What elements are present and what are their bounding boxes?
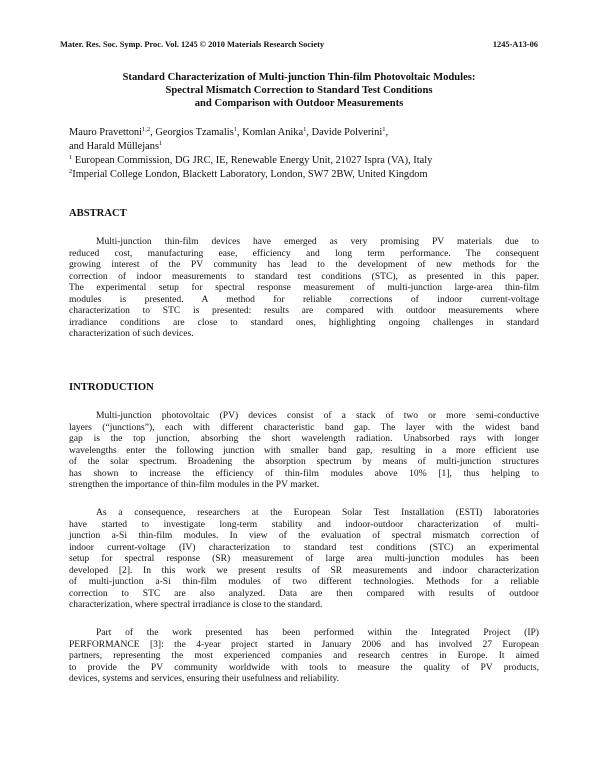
text-line: strengthen the importance of thin-film modules in the PV market. bbox=[69, 479, 320, 490]
affiliation-mark: 2 bbox=[69, 168, 73, 175]
text-line: to provide the PV community worldwide with tools to measure the quality of PV products, bbox=[69, 661, 539, 673]
title-line: Spectral Mismatch Correction to Standard Test Conditions bbox=[165, 85, 433, 96]
author-name: Georgios Tzamalis bbox=[155, 127, 234, 138]
author-affiliation-mark: 1 bbox=[382, 126, 386, 133]
affiliation-mark: 1 bbox=[69, 154, 73, 161]
text-line: gap is the top junction, absorbing the short wavelength radiation. Unabsorbed rays with longer bbox=[69, 433, 539, 444]
text-line: indoor current-voltage (IV) characterization to standard test conditions (STC) an experimental bbox=[69, 541, 539, 553]
author-name: and Harald Müllejans bbox=[69, 141, 160, 152]
author-block bbox=[69, 126, 539, 182]
text-line: devices, systems and services, ensuring their usefulness and reliability. bbox=[69, 673, 340, 684]
text-line: developed [2]. In this work we present results of SR measurements and indoor characterization bbox=[69, 564, 539, 576]
author-affiliation-mark: 1,2 bbox=[142, 126, 151, 133]
text-line: characterization of such devices. bbox=[69, 328, 194, 339]
text-line: junction a-Si thin-film modules. In view of the evaluation of spectral mismatch correction of bbox=[69, 530, 539, 541]
paper-id: 1245-A13-06 bbox=[492, 40, 538, 49]
affiliation-2 bbox=[69, 168, 539, 182]
text-line: has shown to increase the efficiency of thin-film modules above 10% [1], thus helping to bbox=[69, 467, 539, 479]
text-line: of the solar spectrum. Broadening the absorption spectrum by means of multi-junction structures bbox=[69, 456, 539, 467]
text-line: correction of indoor measurements to standard test conditions (STC), as presented in this paper. bbox=[69, 270, 539, 282]
text-line: irradiance conditions are close to standard ones, highlighting ongoing challenges in standard bbox=[69, 316, 539, 328]
abstract-heading: ABSTRACT bbox=[69, 208, 127, 219]
author-name: Davide Polverini bbox=[311, 127, 383, 138]
text-line: of multi-junction a-Si thin-film modules of two different technologies. Methods for a reliable bbox=[69, 576, 539, 587]
journal-citation: Mater. Res. Soc. Symp. Proc. Vol. 1245 © 2010 Materials Research Society bbox=[60, 40, 325, 49]
text-line: Multi-junction photovoltaic (PV) devices consist of a stack of two or more semi-conductive bbox=[96, 410, 539, 421]
text-line: The experimental setup for spectral response measurement of multi-junction large-area thin-film bbox=[69, 282, 539, 293]
intro-paragraph-2 bbox=[69, 507, 539, 611]
title-line: and Comparison with Outdoor Measurements bbox=[194, 98, 404, 109]
text-line: setup for spectral response (SR) measurement of large area multi-junction modules has been bbox=[69, 553, 539, 564]
text-line: modules is presented. A method for reliable corrections of indoor current-voltage bbox=[69, 293, 539, 305]
text-line: characterization, where spectral irradiance is close to the standard. bbox=[69, 599, 323, 610]
affiliation-1 bbox=[69, 154, 539, 168]
author-name: Mauro Pravettoni bbox=[69, 127, 143, 138]
text-line: have started to investigate long-term stability and indoor-outdoor characterization of multi- bbox=[69, 518, 539, 530]
introduction-heading: INTRODUCTION bbox=[69, 382, 154, 393]
title-line: Standard Characterization of Multi-junction Thin-film Photovoltaic Modules: bbox=[122, 72, 476, 83]
intro-paragraph-1 bbox=[69, 410, 539, 491]
paper-title bbox=[60, 71, 538, 110]
text-line: Multi-junction thin-film devices have emerged as very promising PV materials due to bbox=[96, 236, 539, 247]
text-line: correction to STC are also analyzed. Data are then compared with results of outdoor bbox=[69, 587, 539, 599]
text-line: characterization to STC is presented: results are compared with outdoor measurements where bbox=[69, 305, 539, 316]
author-affiliation-mark: 1 bbox=[233, 126, 237, 133]
intro-paragraph-3 bbox=[69, 627, 539, 685]
text-line: As a consequence, researchers at the European Solar Test Installation (ESTI) laboratories bbox=[96, 507, 539, 518]
author-name: Komlan Anika bbox=[242, 127, 304, 138]
text-line: wavelengths enter the following junction with smaller band gap, resulting in a more efficient use bbox=[69, 444, 539, 456]
text-line: partners, representing the most experienced companies and research centres in Europe. It aimed bbox=[69, 650, 539, 661]
text-line: Part of the work presented has been performed within the Integrated Project (IP) bbox=[96, 627, 539, 638]
text-line: reduced cost, manufacturing ease, efficiency and long term performance. The consequent bbox=[69, 247, 539, 259]
running-header bbox=[60, 40, 538, 49]
abstract-paragraph bbox=[69, 236, 539, 340]
author-affiliation-mark: 1 bbox=[159, 140, 163, 147]
author-line: Mauro Pravettoni$^{1,2}$, Georgios Tzamalis$^1$, Komlan Anika$^1$, Davide Polverini$^1$, bbox=[69, 126, 389, 138]
author-affiliation-mark: 1 bbox=[303, 126, 307, 133]
text-line: PERFORMANCE [3]: the 4-year project started in January 2006 and has involved 27 European bbox=[69, 638, 539, 650]
text-line: growing interest of the PV community has lead to the development of new methods for the bbox=[69, 259, 539, 270]
author-line bbox=[69, 140, 539, 154]
affiliation-text: Imperial College London, Blackett Laboratory, London, SW7 2BW, United Kingdom bbox=[72, 169, 428, 180]
text-line: layers (“junctions”), each with different characteristic band gap. The layer with the widest band bbox=[69, 421, 539, 433]
affiliation-text: European Commission, DG JRC, IE, Renewable Energy Unit, 21027 Ispra (VA), Italy bbox=[74, 155, 433, 166]
